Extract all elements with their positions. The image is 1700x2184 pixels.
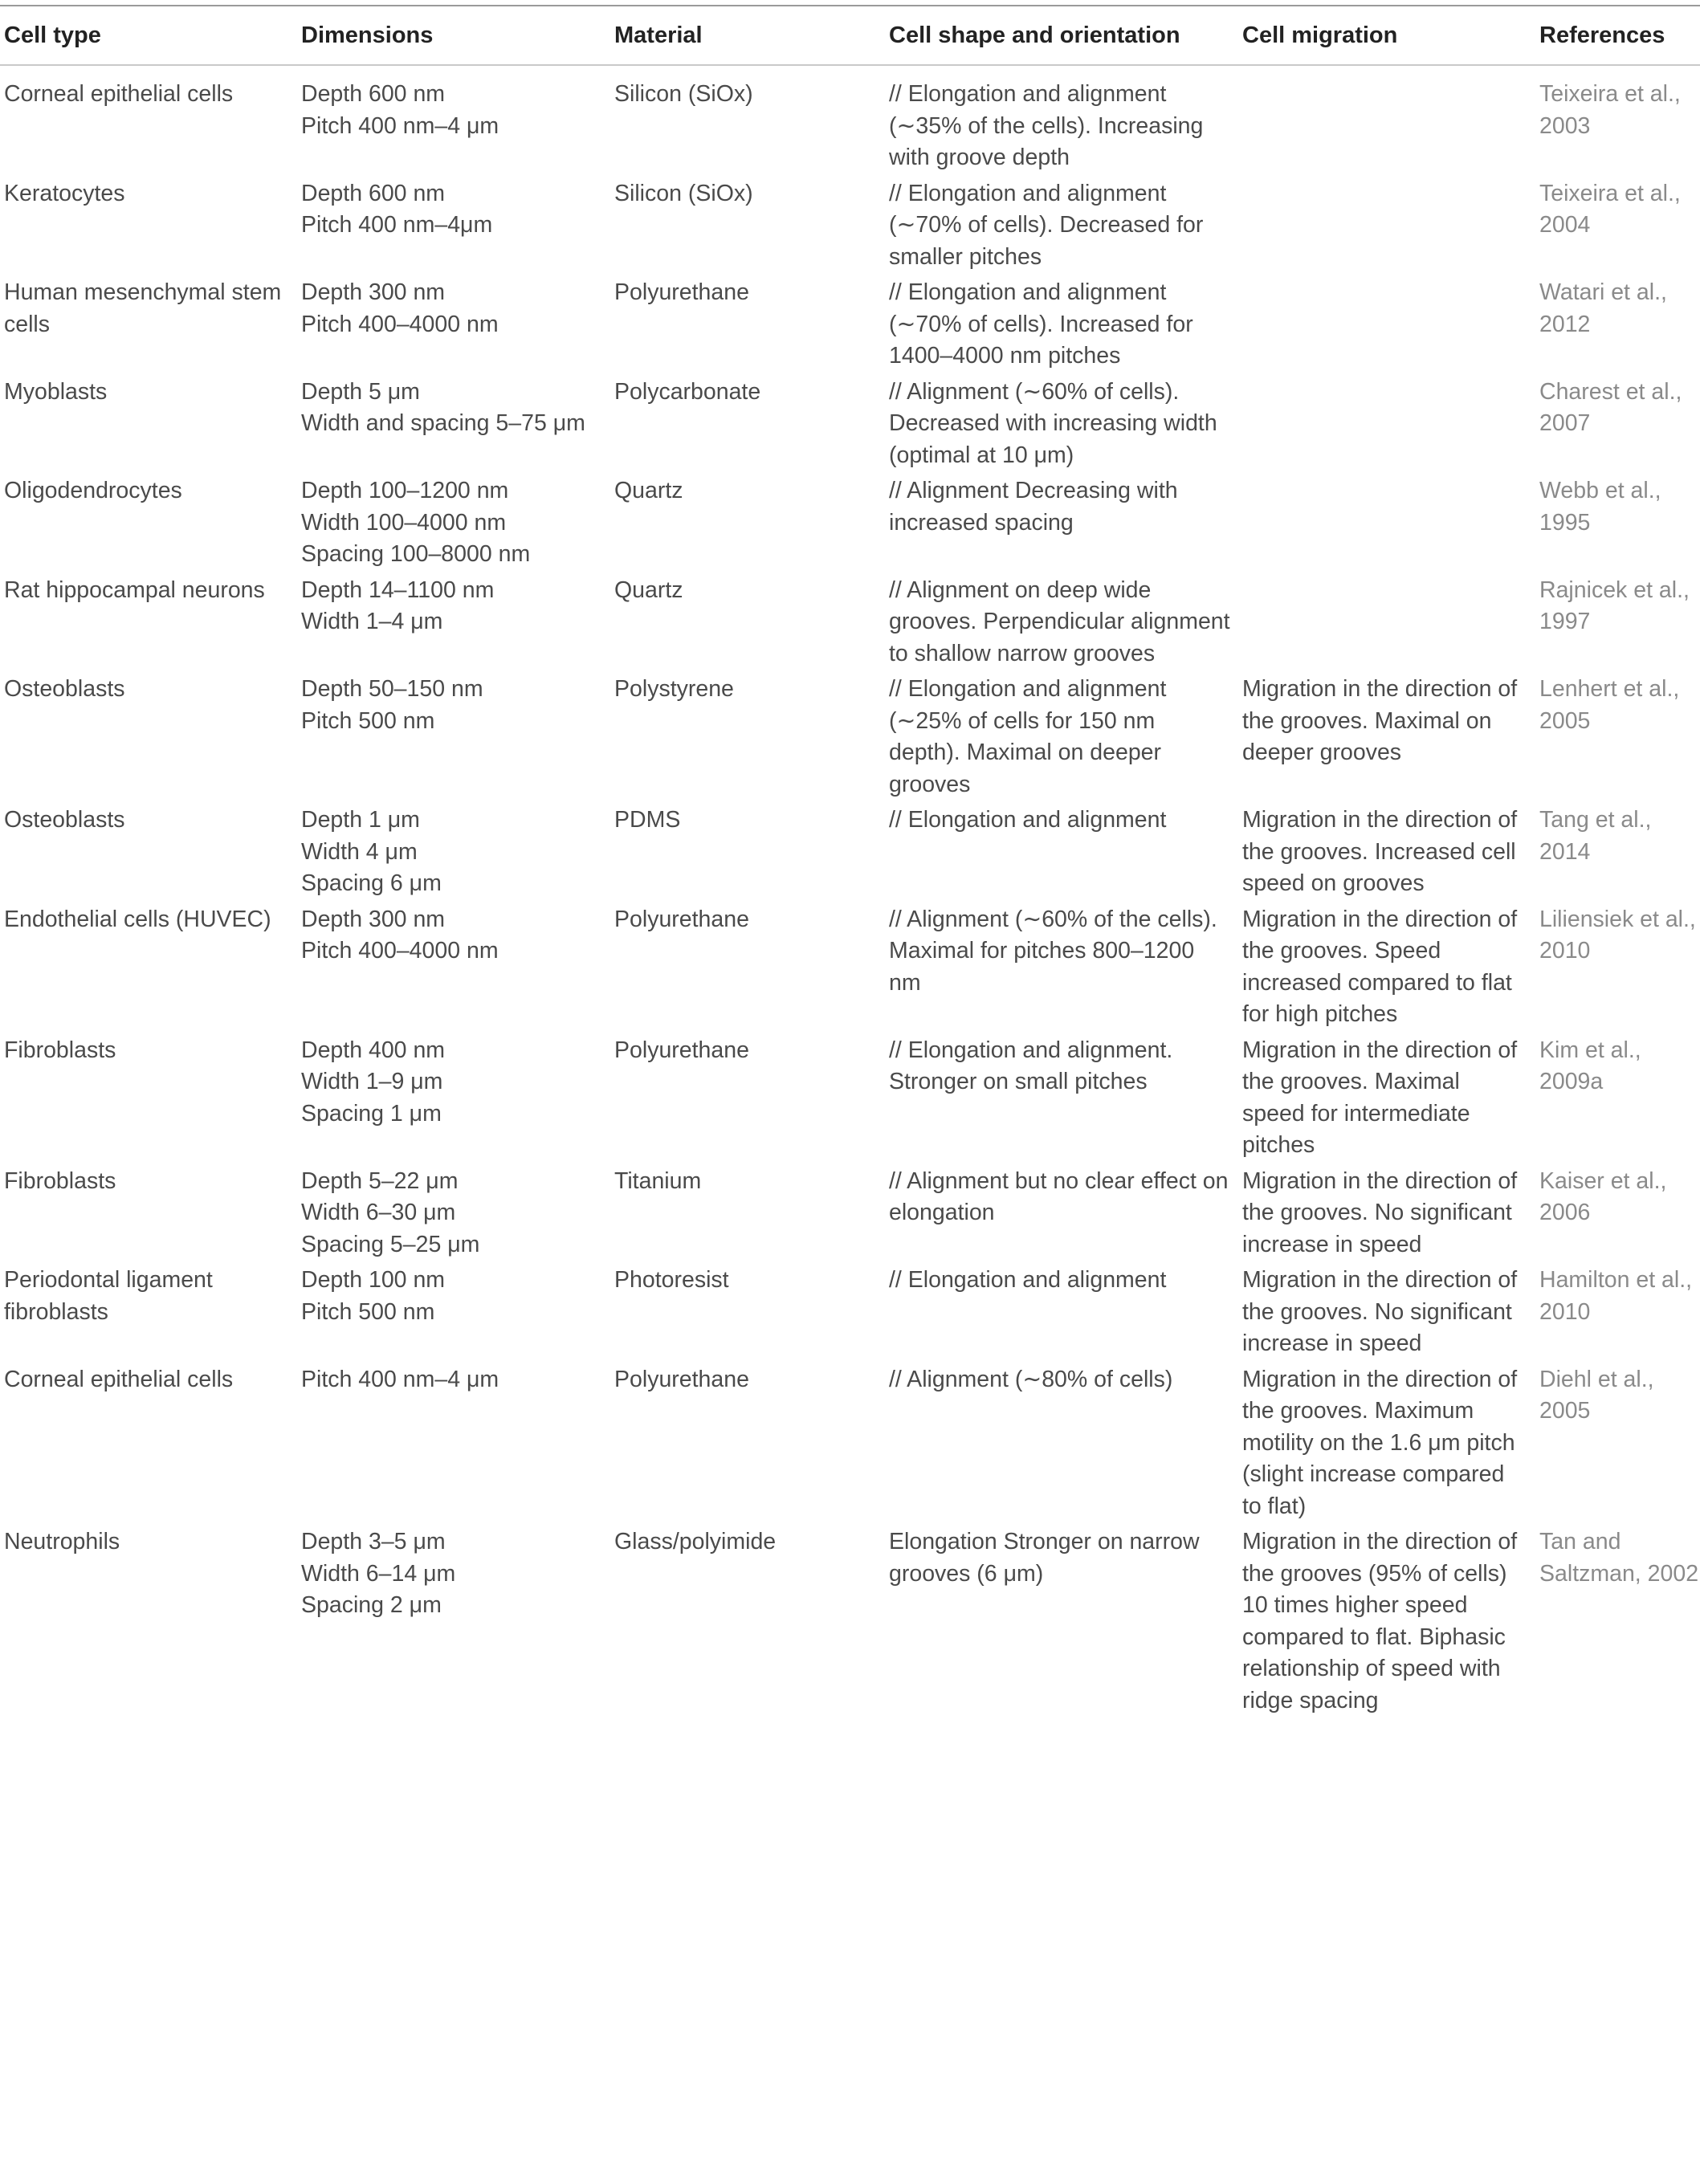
cell-shape-orientation: // Elongation and alignment (∼35% of the cells). Increasing with groove depth [889, 81, 1204, 170]
dimension-line: Width 1–4 μm [301, 609, 443, 634]
cell-migration: Migration in the direction of the grooves. Maximal speed for intermediate pitches [1242, 1037, 1518, 1158]
material: Quartz [614, 478, 683, 503]
dimension-line: Pitch 400–4000 nm [301, 311, 499, 337]
dimension-line: Depth 14–1100 nm [301, 577, 495, 603]
table-row [0, 805, 1700, 904]
cell-type: Osteoblasts [4, 807, 125, 833]
cell-type: Myoblasts [4, 378, 108, 405]
dimension-line: Width and spacing 5–75 μm [301, 410, 585, 436]
table-row [0, 475, 1700, 575]
dimension-line: Depth 400 nm [301, 1037, 446, 1063]
dimension-line: Spacing 6 μm [301, 870, 442, 896]
reference: Lenhert et al., 2005 [1539, 676, 1680, 734]
dimensions [297, 904, 610, 1035]
cell-shape-orientation: // Elongation and alignment (∼25% of cells for 150 nm depth). Maximal on deeper grooves [889, 676, 1167, 797]
table-row [0, 1166, 1700, 1265]
material: Quartz [614, 577, 683, 603]
cell-shape-orientation: // Elongation and alignment. Stronger on small pitches [889, 1037, 1173, 1094]
dimensions [297, 575, 610, 674]
dimension-line: Depth 600 nm [301, 180, 446, 206]
reference: Tang et al., 2014 [1539, 807, 1652, 865]
cell-type: Neutrophils [4, 1529, 120, 1554]
header-references: References [1535, 6, 1700, 65]
material: Polyurethane [614, 279, 749, 305]
cell-type: Human mesenchymal stem cells [4, 279, 282, 337]
cell-shape-orientation: // Alignment (∼80% of cells) [889, 1366, 1173, 1392]
cell-migration: Migration in the direction of the grooves. Speed increased compared to flat for high pitches [1242, 906, 1518, 1027]
table-row [0, 377, 1700, 476]
material: Polyurethane [614, 906, 749, 932]
header-cell-migration: Cell migration [1238, 6, 1535, 65]
dimensions [297, 1265, 610, 1364]
material: Silicon (SiOx) [614, 81, 753, 107]
header-material: Material [610, 6, 885, 65]
cell-shape-orientation: // Elongation and alignment [889, 807, 1167, 833]
reference: Charest et al., 2007 [1539, 378, 1682, 436]
dimension-line: Depth 5–22 μm [301, 1167, 459, 1194]
cell-type: Fibroblasts [4, 1037, 116, 1063]
header-cell-type: Cell type [0, 6, 297, 65]
cell-migration: Migration in the direction of the grooves. Maximum motility on the 1.6 μm pitch (slight increase compared to flat) [1242, 1366, 1518, 1519]
cell-migration [1238, 575, 1535, 674]
cell-shape-orientation: // Alignment (∼60% of cells). Decreased with increasing width (optimal at 10 μm) [889, 378, 1217, 468]
dimension-line: Pitch 400–4000 nm [301, 938, 499, 964]
table-row [0, 1035, 1700, 1166]
table-row [0, 1526, 1700, 1721]
dimension-line: Pitch 400 nm–4 μm [301, 1366, 499, 1392]
cell-migration: Migration in the direction of the grooves. No significant increase in speed [1242, 1167, 1518, 1257]
dimension-line: Spacing 2 μm [301, 1592, 442, 1618]
cell-type: Osteoblasts [4, 676, 125, 702]
cell-shape-orientation: // Elongation and alignment [889, 1267, 1167, 1293]
dimension-line: Depth 1 μm [301, 807, 420, 833]
cell-type: Keratocytes [4, 180, 125, 206]
reference: Tan and Saltzman, 2002 [1539, 1529, 1699, 1587]
table-body [0, 65, 1700, 1721]
dimensions [297, 377, 610, 476]
table-row [0, 674, 1700, 805]
dimension-line: Width 1–9 μm [301, 1069, 443, 1094]
dimension-line: Pitch 400 nm–4 μm [301, 112, 499, 139]
dimensions [297, 1035, 610, 1166]
dimension-line: Pitch 500 nm [301, 707, 435, 734]
cell-shape-orientation: Elongation Stronger on narrow grooves (6 μm) [889, 1529, 1200, 1587]
cell-type: Endothelial cells (HUVEC) [4, 906, 271, 932]
table-row [0, 1364, 1700, 1527]
header-row [0, 6, 1700, 65]
dimensions [297, 1166, 610, 1265]
reference: Rajnicek et al., 1997 [1539, 577, 1690, 634]
material: Polycarbonate [614, 378, 761, 405]
reference: Watari et al., 2012 [1539, 279, 1667, 337]
dimensions [297, 805, 610, 904]
cell-type: Oligodendrocytes [4, 478, 182, 503]
material: Titanium [614, 1167, 702, 1194]
table-row [0, 178, 1700, 278]
cell-migration: Migration in the direction of the grooves. Increased cell speed on grooves [1242, 807, 1518, 896]
table-row [0, 1265, 1700, 1364]
cell-migration: Migration in the direction of the grooves. No significant increase in speed [1242, 1267, 1518, 1356]
material: Polystyrene [614, 676, 734, 702]
cell-migration [1238, 65, 1535, 178]
cell-type: Rat hippocampal neurons [4, 577, 265, 603]
cell-type: Periodontal ligament fibroblasts [4, 1267, 213, 1325]
material: Silicon (SiOx) [614, 180, 753, 206]
cell-migration: Migration in the direction of the grooves. Maximal on deeper grooves [1242, 676, 1518, 765]
dimension-line: Depth 3–5 μm [301, 1529, 446, 1554]
dimension-line: Depth 50–150 nm [301, 676, 483, 702]
reference: Teixeira et al., 2004 [1539, 180, 1681, 238]
cell-shape-orientation: // Elongation and alignment (∼70% of cells). Increased for 1400–4000 nm pitches [889, 279, 1193, 369]
reference: Webb et al., 1995 [1539, 478, 1661, 536]
header-dimensions: Dimensions [297, 6, 610, 65]
cell-migration: Migration in the direction of the grooves (95% of cells) 10 times higher speed compared to flat. Biphasic relationship of speed with ridge spacing [1242, 1529, 1518, 1713]
table-row [0, 277, 1700, 377]
cell-migration [1238, 178, 1535, 278]
material: Photoresist [614, 1267, 729, 1293]
reference: Teixeira et al., 2003 [1539, 81, 1681, 139]
reference: Diehl et al., 2005 [1539, 1366, 1654, 1424]
cell-migration [1238, 377, 1535, 476]
dimension-line: Depth 600 nm [301, 81, 446, 107]
cell-shape-orientation: // Alignment but no clear effect on elongation [889, 1167, 1229, 1225]
dimension-line: Width 6–14 μm [301, 1560, 456, 1587]
reference: Liliensiek et al., 2010 [1539, 906, 1696, 964]
dimension-line: Depth 300 nm [301, 279, 446, 305]
dimension-line: Width 100–4000 nm [301, 509, 507, 536]
dimension-line: Spacing 1 μm [301, 1100, 442, 1127]
dimensions [297, 674, 610, 805]
dimensions [297, 178, 610, 278]
cell-shape-orientation: // Elongation and alignment (∼70% of cells). Decreased for smaller pitches [889, 180, 1204, 270]
header-cell-shape: Cell shape and orientation [885, 6, 1238, 65]
dimension-line: Pitch 400 nm–4μm [301, 212, 493, 238]
cell-migration [1238, 475, 1535, 575]
cell-topography-table [0, 6, 1700, 1721]
reference: Hamilton et al., 2010 [1539, 1267, 1693, 1325]
table-row [0, 904, 1700, 1035]
material: Polyurethane [614, 1037, 749, 1063]
dimensions [297, 65, 610, 178]
material: PDMS [614, 807, 681, 833]
dimension-line: Spacing 100–8000 nm [301, 541, 531, 567]
dimensions [297, 475, 610, 575]
table-row [0, 575, 1700, 674]
cell-type: Corneal epithelial cells [4, 81, 234, 107]
dimension-line: Depth 5 μm [301, 378, 420, 405]
cell-shape-orientation: // Alignment on deep wide grooves. Perpendicular alignment to shallow narrow grooves [889, 577, 1230, 666]
cell-type: Fibroblasts [4, 1167, 116, 1194]
dimension-line: Pitch 500 nm [301, 1298, 435, 1325]
cell-migration [1238, 277, 1535, 377]
cell-shape-orientation: // Alignment Decreasing with increased spacing [889, 478, 1178, 536]
material: Glass/polyimide [614, 1529, 777, 1554]
reference: Kim et al., 2009a [1539, 1037, 1641, 1094]
material: Polyurethane [614, 1366, 749, 1392]
dimension-line: Depth 300 nm [301, 906, 446, 932]
table-row [0, 65, 1700, 178]
dimension-line: Spacing 5–25 μm [301, 1231, 480, 1257]
dimension-line: Width 6–30 μm [301, 1200, 456, 1225]
reference: Kaiser et al., 2006 [1539, 1167, 1667, 1225]
cell-shape-orientation: // Alignment (∼60% of the cells). Maximal for pitches 800–1200 nm [889, 906, 1217, 996]
dimension-line: Depth 100 nm [301, 1267, 446, 1293]
dimensions [297, 1364, 610, 1527]
dimensions [297, 277, 610, 377]
dimension-line: Width 4 μm [301, 838, 418, 865]
dimensions [297, 1526, 610, 1721]
cell-type: Corneal epithelial cells [4, 1366, 234, 1392]
dimension-line: Depth 100–1200 nm [301, 478, 509, 503]
